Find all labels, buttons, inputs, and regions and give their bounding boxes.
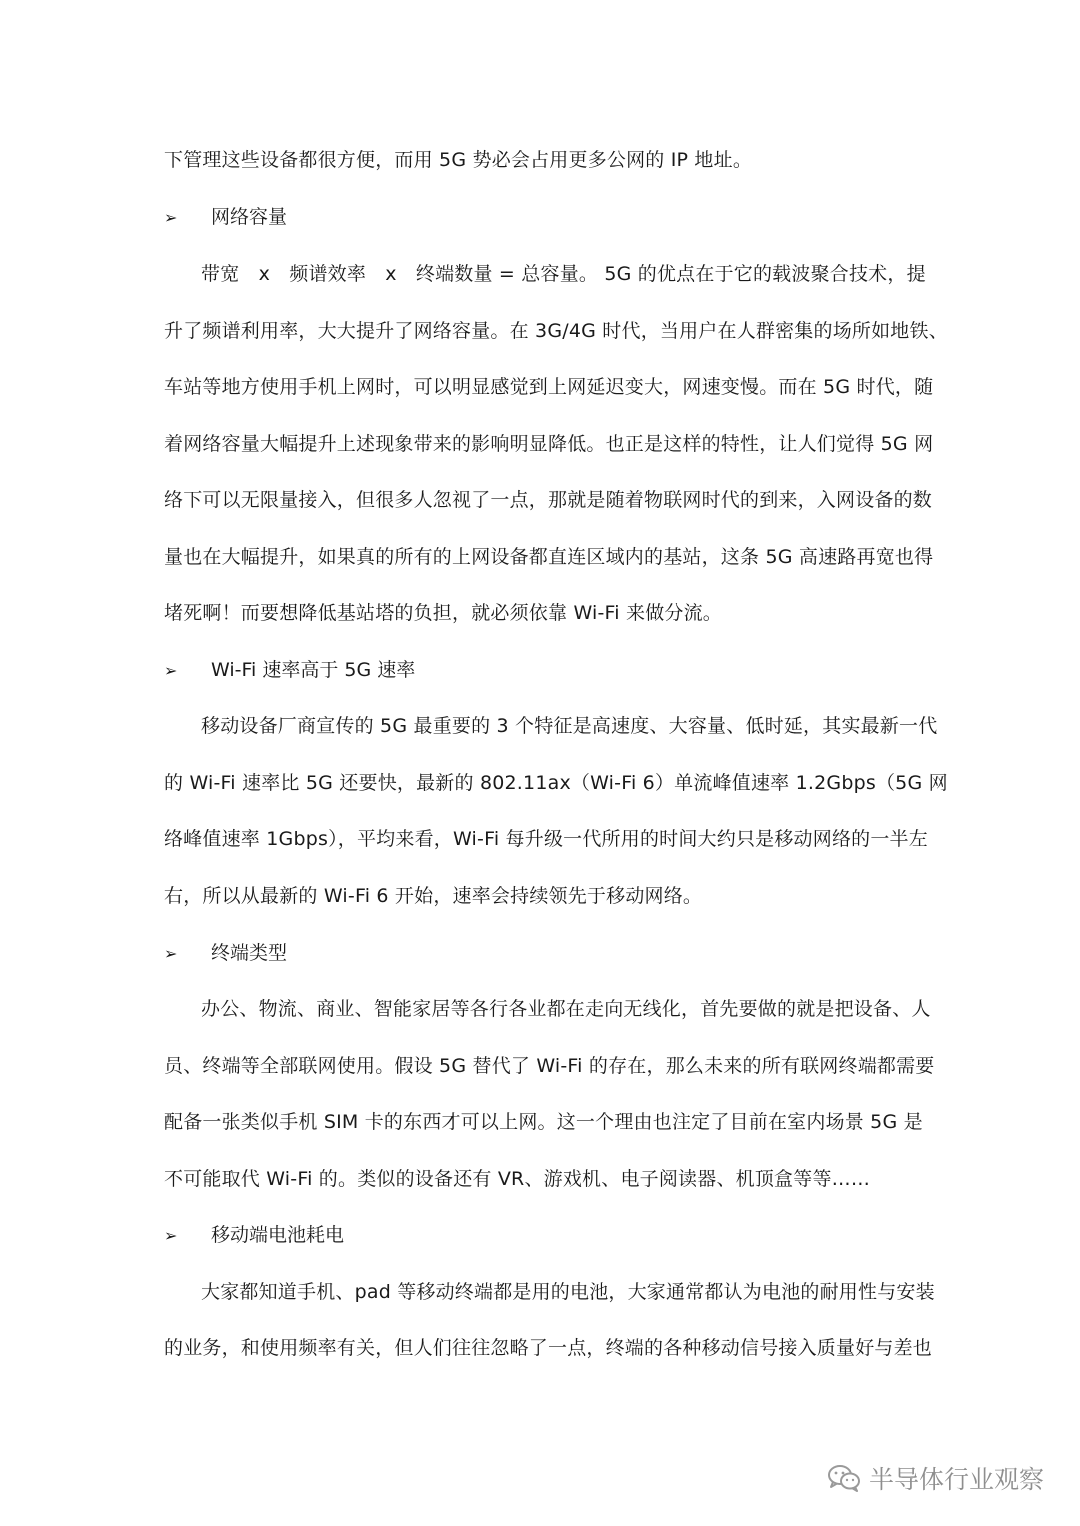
paragraph-line: 带宽 x 频谱效率 x 终端数量 = 总容量。 5G 的优点在于它的载波聚合技术，提 xyxy=(201,263,926,285)
paragraph-line: 下管理这些设备都很方便，而用 5G 势必会占用更多公网的 IP 地址。 xyxy=(164,149,753,171)
bullet-item-wifi-speed xyxy=(164,657,415,684)
paragraph-line: 着网络容量大幅提升上述现象带来的影响明显降低。也正是这样的特性，让人们觉得 5G 网 xyxy=(164,433,934,455)
paragraph-line: 的业务，和使用频率有关，但人们往往忽略了一点，终端的各种移动信号接入质量好与差也 xyxy=(164,1337,933,1359)
bullet-item-battery xyxy=(164,1222,344,1249)
bullet-label: 移动端电池耗电 xyxy=(211,1224,345,1246)
paragraph-line: 络峰值速率 1Gbps），平均来看，Wi-Fi 每升级一代所用的时间大约只是移动网络的一半左 xyxy=(164,828,928,850)
bullet-label: 网络容量 xyxy=(211,206,288,228)
paragraph-line: 员、终端等全部联网使用。假设 5G 替代了 Wi-Fi 的存在，那么未来的所有联网终端都需要 xyxy=(164,1055,935,1077)
bullet-item-network-capacity xyxy=(164,204,287,231)
paragraph-line: 办公、物流、商业、智能家居等各行各业都在走向无线化，首先要做的就是把设备、人 xyxy=(201,998,931,1020)
paragraph-line: 的 Wi-Fi 速率比 5G 还要快，最新的 802.11ax（Wi-Fi 6）单流峰值速率 1.2Gbps（5G 网 xyxy=(164,772,948,794)
paragraph-line: 量也在大幅提升，如果真的所有的上网设备都直连区域内的基站，这条 5G 高速路再宽也得 xyxy=(164,546,934,568)
paragraph-line: 升了频谱利用率，大大提升了网络容量。在 3G/4G 时代，当用户在人群密集的场所如地铁、 xyxy=(164,320,948,342)
arrow-bullet-icon: ➢ xyxy=(164,661,178,680)
paragraph-line: 右，所以从最新的 Wi-Fi 6 开始，速率会持续领先于移动网络。 xyxy=(164,885,703,907)
arrow-bullet-icon: ➢ xyxy=(164,208,178,227)
arrow-bullet-icon: ➢ xyxy=(164,1226,178,1245)
paragraph-line: 车站等地方使用手机上网时，可以明显感觉到上网延迟变大，网速变慢。而在 5G 时代，随 xyxy=(164,376,934,398)
bullet-label: Wi-Fi 速率高于 5G 速率 xyxy=(211,659,416,681)
arrow-bullet-icon: ➢ xyxy=(164,944,178,963)
paragraph-line: 配备一张类似手机 SIM 卡的东西才可以上网。这一个理由也注定了目前在室内场景 5G 是 xyxy=(164,1111,923,1133)
paragraph-line: 移动设备厂商宣传的 5G 最重要的 3 个特征是高速度、大容量、低时延，其实最新一代 xyxy=(201,715,938,737)
wechat-icon xyxy=(827,1464,861,1492)
watermark xyxy=(827,1458,1044,1498)
paragraph-line: 大家都知道手机、pad 等移动终端都是用的电池，大家通常都认为电池的耐用性与安装 xyxy=(201,1281,935,1303)
paragraph-line: 不可能取代 Wi-Fi 的。类似的设备还有 VR、游戏机、电子阅读器、机顶盒等等…… xyxy=(164,1168,871,1190)
watermark-text: 半导体行业观察 xyxy=(868,1465,1044,1494)
bullet-label: 终端类型 xyxy=(211,942,288,964)
paragraph-line: 堵死啊！而要想降低基站塔的负担，就必须依靠 Wi-Fi 来做分流。 xyxy=(164,602,723,624)
paragraph-line: 络下可以无限量接入，但很多人忽视了一点，那就是随着物联网时代的到来，入网设备的数 xyxy=(164,489,933,511)
bullet-item-terminal-type xyxy=(164,940,287,967)
